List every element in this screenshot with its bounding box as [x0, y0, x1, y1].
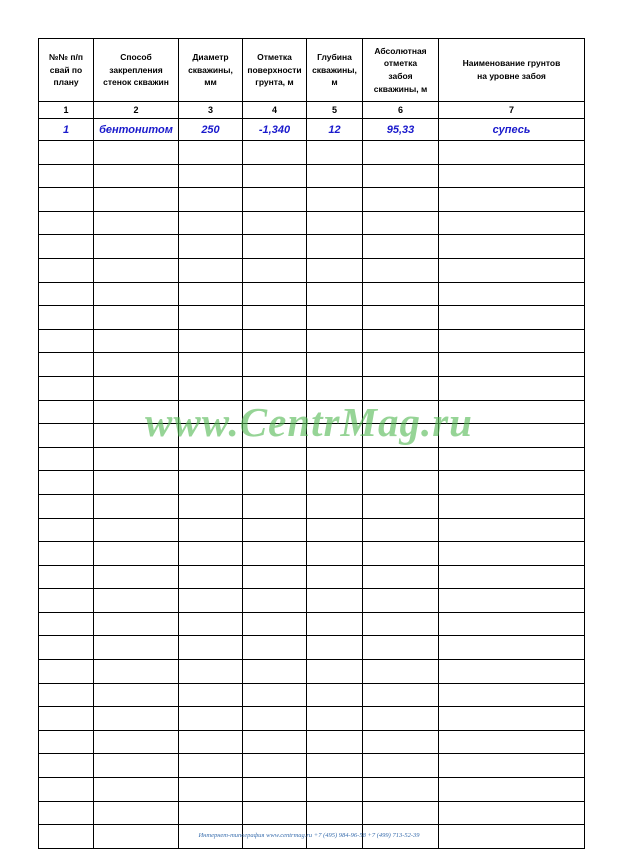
- cell-empty[interactable]: [39, 612, 94, 636]
- cell-empty[interactable]: [243, 801, 307, 825]
- cell-empty[interactable]: [439, 660, 585, 684]
- cell-empty[interactable]: [363, 282, 439, 306]
- column-header-borehole-diameter: [179, 39, 243, 102]
- cell-empty[interactable]: [363, 424, 439, 448]
- cell-empty[interactable]: [307, 471, 363, 495]
- cell-empty[interactable]: [94, 730, 179, 754]
- cell-empty[interactable]: [363, 683, 439, 707]
- cell-empty[interactable]: [179, 542, 243, 566]
- cell-empty[interactable]: [94, 447, 179, 471]
- header-line: Диаметр: [192, 51, 229, 62]
- cell-empty[interactable]: [179, 636, 243, 660]
- cell-empty[interactable]: [439, 282, 585, 306]
- cell-empty[interactable]: [363, 754, 439, 778]
- cell-empty[interactable]: [363, 353, 439, 377]
- table-row-empty: [39, 235, 585, 259]
- cell-empty[interactable]: [94, 329, 179, 353]
- cell-empty[interactable]: [39, 683, 94, 707]
- cell-empty[interactable]: [363, 376, 439, 400]
- cell-empty[interactable]: [94, 565, 179, 589]
- cell-empty[interactable]: [363, 636, 439, 660]
- cell-empty[interactable]: [363, 707, 439, 731]
- cell-empty[interactable]: [94, 683, 179, 707]
- cell-empty[interactable]: [363, 258, 439, 282]
- cell-empty[interactable]: [39, 211, 94, 235]
- cell-empty[interactable]: [363, 730, 439, 754]
- cell-empty[interactable]: [39, 282, 94, 306]
- cell-empty[interactable]: [94, 801, 179, 825]
- cell-ground-surface-level[interactable]: -1,340: [243, 119, 307, 141]
- cell-empty[interactable]: [243, 258, 307, 282]
- cell-empty[interactable]: [243, 778, 307, 802]
- cell-empty[interactable]: [39, 542, 94, 566]
- cell-empty[interactable]: [307, 589, 363, 613]
- header-line: грунта, м: [255, 77, 294, 88]
- table-row-empty: [39, 424, 585, 448]
- cell-empty[interactable]: [179, 589, 243, 613]
- cell-empty[interactable]: [39, 188, 94, 212]
- cell-empty[interactable]: [94, 754, 179, 778]
- cell-empty[interactable]: [94, 494, 179, 518]
- column-header-soil-name: [439, 39, 585, 102]
- cell-empty[interactable]: [363, 306, 439, 330]
- cell-empty[interactable]: [94, 424, 179, 448]
- cell-empty[interactable]: [243, 730, 307, 754]
- table-row-empty: [39, 660, 585, 684]
- cell-empty[interactable]: [39, 518, 94, 542]
- header-line: отметка: [383, 58, 418, 69]
- table-row-empty: [39, 353, 585, 377]
- column-header-ground-surface-level: [243, 39, 307, 102]
- cell-empty[interactable]: [179, 424, 243, 448]
- header-line: м: [331, 77, 338, 88]
- cell-empty[interactable]: [179, 801, 243, 825]
- cell-empty[interactable]: [439, 589, 585, 613]
- cell-empty[interactable]: [363, 778, 439, 802]
- cell-empty[interactable]: [243, 329, 307, 353]
- cell-empty[interactable]: [439, 400, 585, 424]
- table-row-empty: [39, 778, 585, 802]
- cell-empty[interactable]: [39, 471, 94, 495]
- column-number-5: 5: [307, 102, 363, 119]
- column-number-2: 2: [94, 102, 179, 119]
- cell-empty[interactable]: [439, 707, 585, 731]
- column-number-4: 4: [243, 102, 307, 119]
- watermark: www.CentrMag.ru: [145, 399, 473, 445]
- cell-empty[interactable]: [307, 683, 363, 707]
- cell-empty[interactable]: [243, 141, 307, 165]
- table-row-empty: [39, 518, 585, 542]
- cell-empty[interactable]: [39, 801, 94, 825]
- cell-empty[interactable]: [439, 754, 585, 778]
- cell-empty[interactable]: [179, 376, 243, 400]
- cell-empty[interactable]: [439, 471, 585, 495]
- header-line: скважины, м: [373, 83, 428, 94]
- column-header-borehole-depth: [307, 39, 363, 102]
- cell-empty[interactable]: [363, 612, 439, 636]
- cell-empty[interactable]: [439, 188, 585, 212]
- cell-empty[interactable]: [439, 211, 585, 235]
- cell-empty[interactable]: [94, 141, 179, 165]
- cell-empty[interactable]: [243, 282, 307, 306]
- cell-empty[interactable]: [179, 353, 243, 377]
- cell-empty[interactable]: [307, 565, 363, 589]
- cell-empty[interactable]: [307, 400, 363, 424]
- cell-empty[interactable]: [179, 258, 243, 282]
- cell-wall-fixing-method[interactable]: бентонитом: [94, 119, 179, 141]
- cell-empty[interactable]: [243, 471, 307, 495]
- table-row-empty: [39, 589, 585, 613]
- cell-empty[interactable]: [243, 494, 307, 518]
- cell-empty[interactable]: [94, 188, 179, 212]
- cell-empty[interactable]: [179, 660, 243, 684]
- table-row-empty: [39, 754, 585, 778]
- cell-empty[interactable]: [243, 754, 307, 778]
- cell-empty[interactable]: [39, 660, 94, 684]
- table-row-empty: [39, 258, 585, 282]
- header-line: стенок скважин: [103, 77, 169, 88]
- cell-empty[interactable]: [94, 471, 179, 495]
- cell-empty[interactable]: [307, 353, 363, 377]
- cell-empty[interactable]: [243, 235, 307, 259]
- cell-empty[interactable]: [243, 565, 307, 589]
- cell-empty[interactable]: [179, 707, 243, 731]
- cell-empty[interactable]: [307, 164, 363, 188]
- cell-empty[interactable]: [94, 400, 179, 424]
- cell-empty[interactable]: [307, 282, 363, 306]
- header-line: свай по: [49, 64, 83, 75]
- cell-empty[interactable]: [307, 730, 363, 754]
- cell-empty[interactable]: [243, 707, 307, 731]
- cell-empty[interactable]: [439, 518, 585, 542]
- table-row-empty: [39, 612, 585, 636]
- cell-empty[interactable]: [94, 589, 179, 613]
- cell-empty[interactable]: [243, 660, 307, 684]
- header-line: плану: [53, 77, 79, 88]
- header-line: Абсолютная: [374, 45, 427, 56]
- cell-empty[interactable]: [179, 778, 243, 802]
- column-header-pile-number: [39, 39, 94, 102]
- cell-empty[interactable]: [179, 683, 243, 707]
- cell-empty[interactable]: [94, 235, 179, 259]
- header-line: скважины,: [312, 64, 357, 75]
- cell-empty[interactable]: [307, 754, 363, 778]
- cell-empty[interactable]: [39, 400, 94, 424]
- cell-empty[interactable]: [363, 188, 439, 212]
- cell-empty[interactable]: [94, 258, 179, 282]
- column-header-absolute-bottom-level: [363, 39, 439, 102]
- cell-empty[interactable]: [179, 494, 243, 518]
- table-row-empty: [39, 494, 585, 518]
- cell-empty[interactable]: [307, 376, 363, 400]
- table-row-empty: [39, 282, 585, 306]
- cell-empty[interactable]: [307, 141, 363, 165]
- cell-empty[interactable]: [363, 141, 439, 165]
- cell-soil-name[interactable]: супесь: [439, 119, 585, 141]
- table-header-row: [39, 39, 585, 102]
- cell-empty[interactable]: [307, 612, 363, 636]
- cell-empty[interactable]: [243, 683, 307, 707]
- cell-empty[interactable]: [94, 376, 179, 400]
- cell-empty[interactable]: [39, 353, 94, 377]
- cell-empty[interactable]: [243, 424, 307, 448]
- cell-pile-number[interactable]: 1: [39, 119, 94, 141]
- cell-empty[interactable]: [94, 636, 179, 660]
- cell-empty[interactable]: [243, 612, 307, 636]
- cell-empty[interactable]: [307, 235, 363, 259]
- cell-empty[interactable]: [179, 282, 243, 306]
- cell-empty[interactable]: [94, 660, 179, 684]
- column-number-3: 3: [179, 102, 243, 119]
- cell-empty[interactable]: [179, 164, 243, 188]
- table-row-empty: [39, 141, 585, 165]
- cell-empty[interactable]: [439, 612, 585, 636]
- cell-empty[interactable]: [39, 494, 94, 518]
- cell-empty[interactable]: [243, 376, 307, 400]
- cell-empty[interactable]: [39, 329, 94, 353]
- cell-empty[interactable]: [179, 306, 243, 330]
- cell-empty[interactable]: [179, 141, 243, 165]
- cell-empty[interactable]: [179, 612, 243, 636]
- cell-empty[interactable]: [307, 306, 363, 330]
- table-row-empty: [39, 211, 585, 235]
- column-number-1: 1: [39, 102, 94, 119]
- cell-empty[interactable]: [307, 211, 363, 235]
- cell-empty[interactable]: [439, 778, 585, 802]
- cell-empty[interactable]: [39, 376, 94, 400]
- cell-empty[interactable]: [94, 164, 179, 188]
- cell-empty[interactable]: [179, 235, 243, 259]
- header-line: Глубина: [317, 51, 352, 62]
- cell-empty[interactable]: [307, 636, 363, 660]
- cell-empty[interactable]: [243, 188, 307, 212]
- cell-empty[interactable]: [439, 164, 585, 188]
- cell-empty[interactable]: [94, 353, 179, 377]
- cell-empty[interactable]: [179, 754, 243, 778]
- cell-empty[interactable]: [179, 471, 243, 495]
- cell-empty[interactable]: [363, 589, 439, 613]
- cell-empty[interactable]: [39, 141, 94, 165]
- cell-empty[interactable]: [439, 636, 585, 660]
- table-row-empty: [39, 447, 585, 471]
- header-line: мм: [204, 77, 217, 88]
- cell-empty[interactable]: [307, 447, 363, 471]
- cell-empty[interactable]: [243, 589, 307, 613]
- cell-empty[interactable]: [363, 565, 439, 589]
- cell-empty[interactable]: [439, 447, 585, 471]
- cell-empty[interactable]: [243, 636, 307, 660]
- cell-empty[interactable]: [363, 660, 439, 684]
- cell-empty[interactable]: [439, 565, 585, 589]
- cell-empty[interactable]: [39, 589, 94, 613]
- cell-empty[interactable]: [39, 164, 94, 188]
- column-number-row: [39, 102, 585, 119]
- cell-empty[interactable]: [307, 801, 363, 825]
- boreholes-table-container: [38, 38, 584, 849]
- cell-empty[interactable]: [363, 164, 439, 188]
- table-row-empty: [39, 707, 585, 731]
- cell-empty[interactable]: [94, 306, 179, 330]
- footer-contact-line: Интернет-типография www.centrmag.ru +7 (495) 984-96-58 +7 (499) 713-52-39: [198, 832, 420, 839]
- cell-empty[interactable]: [94, 612, 179, 636]
- cell-empty[interactable]: [307, 542, 363, 566]
- cell-empty[interactable]: [179, 329, 243, 353]
- cell-empty[interactable]: [94, 518, 179, 542]
- table-row-empty: [39, 471, 585, 495]
- cell-empty[interactable]: [243, 542, 307, 566]
- table-row-empty: [39, 188, 585, 212]
- table-row-empty: [39, 542, 585, 566]
- table-row-empty: [39, 565, 585, 589]
- cell-empty[interactable]: [94, 542, 179, 566]
- cell-empty[interactable]: [439, 494, 585, 518]
- cell-empty[interactable]: [307, 258, 363, 282]
- cell-empty[interactable]: [243, 306, 307, 330]
- cell-empty[interactable]: [439, 258, 585, 282]
- cell-empty[interactable]: [179, 188, 243, 212]
- cell-empty[interactable]: [39, 424, 94, 448]
- cell-empty[interactable]: [243, 211, 307, 235]
- cell-empty[interactable]: [439, 235, 585, 259]
- cell-empty[interactable]: [39, 636, 94, 660]
- cell-empty[interactable]: [243, 353, 307, 377]
- cell-empty[interactable]: [363, 235, 439, 259]
- cell-empty[interactable]: [243, 447, 307, 471]
- header-line: №№ п/п: [49, 51, 83, 62]
- column-header-wall-fixing-method: [94, 39, 179, 102]
- cell-empty[interactable]: [179, 518, 243, 542]
- cell-empty[interactable]: [179, 447, 243, 471]
- cell-borehole-diameter[interactable]: 250: [179, 119, 243, 141]
- cell-empty[interactable]: [363, 542, 439, 566]
- cell-empty[interactable]: [39, 306, 94, 330]
- cell-empty[interactable]: [439, 683, 585, 707]
- cell-empty[interactable]: [439, 141, 585, 165]
- cell-empty[interactable]: [94, 707, 179, 731]
- cell-empty[interactable]: [39, 565, 94, 589]
- cell-empty[interactable]: [439, 542, 585, 566]
- cell-empty[interactable]: [363, 447, 439, 471]
- cell-absolute-bottom-level[interactable]: 95,33: [363, 119, 439, 141]
- header-line: скважины,: [188, 64, 233, 75]
- table-row-empty: [39, 683, 585, 707]
- cell-empty[interactable]: [307, 778, 363, 802]
- cell-empty[interactable]: [439, 329, 585, 353]
- header-line: забоя: [388, 71, 413, 81]
- cell-empty[interactable]: [94, 282, 179, 306]
- cell-empty[interactable]: [307, 707, 363, 731]
- cell-empty[interactable]: [363, 518, 439, 542]
- cell-empty[interactable]: [307, 494, 363, 518]
- cell-empty[interactable]: [307, 188, 363, 212]
- cell-empty[interactable]: [94, 211, 179, 235]
- cell-empty[interactable]: [307, 424, 363, 448]
- cell-empty[interactable]: [39, 258, 94, 282]
- table-row: [39, 119, 585, 141]
- cell-empty[interactable]: [439, 353, 585, 377]
- table-row-empty: [39, 801, 585, 825]
- header-line: Способ: [120, 51, 152, 62]
- cell-empty[interactable]: [363, 801, 439, 825]
- cell-empty[interactable]: [243, 164, 307, 188]
- table-row-empty: [39, 636, 585, 660]
- cell-empty[interactable]: [94, 778, 179, 802]
- cell-empty[interactable]: [439, 306, 585, 330]
- cell-empty[interactable]: [179, 211, 243, 235]
- cell-borehole-depth[interactable]: 12: [307, 119, 363, 141]
- header-line: Отметка: [257, 51, 292, 62]
- table-row-empty: [39, 306, 585, 330]
- cell-empty[interactable]: [363, 329, 439, 353]
- table-header: [39, 39, 585, 119]
- cell-empty[interactable]: [439, 730, 585, 754]
- table-row-empty: [39, 400, 585, 424]
- table-body: [39, 119, 585, 849]
- cell-empty[interactable]: [39, 235, 94, 259]
- cell-empty[interactable]: [179, 565, 243, 589]
- cell-empty[interactable]: [307, 329, 363, 353]
- cell-empty[interactable]: [39, 447, 94, 471]
- cell-empty[interactable]: [307, 660, 363, 684]
- table-row-empty: [39, 730, 585, 754]
- cell-empty[interactable]: [363, 494, 439, 518]
- cell-empty[interactable]: [307, 518, 363, 542]
- table-row-empty: [39, 329, 585, 353]
- header-line: на уровне забоя: [477, 71, 546, 81]
- column-number-7: 7: [439, 102, 585, 119]
- cell-empty[interactable]: [39, 730, 94, 754]
- cell-empty[interactable]: [39, 707, 94, 731]
- cell-empty[interactable]: [179, 400, 243, 424]
- header-line: закрепления: [109, 64, 163, 75]
- cell-empty[interactable]: [39, 778, 94, 802]
- header-line: Наименование грунтов: [462, 58, 561, 69]
- cell-empty[interactable]: [39, 754, 94, 778]
- cell-empty[interactable]: [243, 518, 307, 542]
- cell-empty[interactable]: [363, 211, 439, 235]
- header-line: поверхности: [247, 64, 302, 75]
- cell-empty[interactable]: [439, 376, 585, 400]
- cell-empty[interactable]: [439, 424, 585, 448]
- table-row-empty: [39, 376, 585, 400]
- cell-empty[interactable]: [363, 400, 439, 424]
- boreholes-table: [38, 38, 585, 849]
- table-row-empty: [39, 164, 585, 188]
- cell-empty[interactable]: [439, 801, 585, 825]
- cell-empty[interactable]: [243, 400, 307, 424]
- cell-empty[interactable]: [179, 730, 243, 754]
- column-number-6: 6: [363, 102, 439, 119]
- cell-empty[interactable]: [363, 471, 439, 495]
